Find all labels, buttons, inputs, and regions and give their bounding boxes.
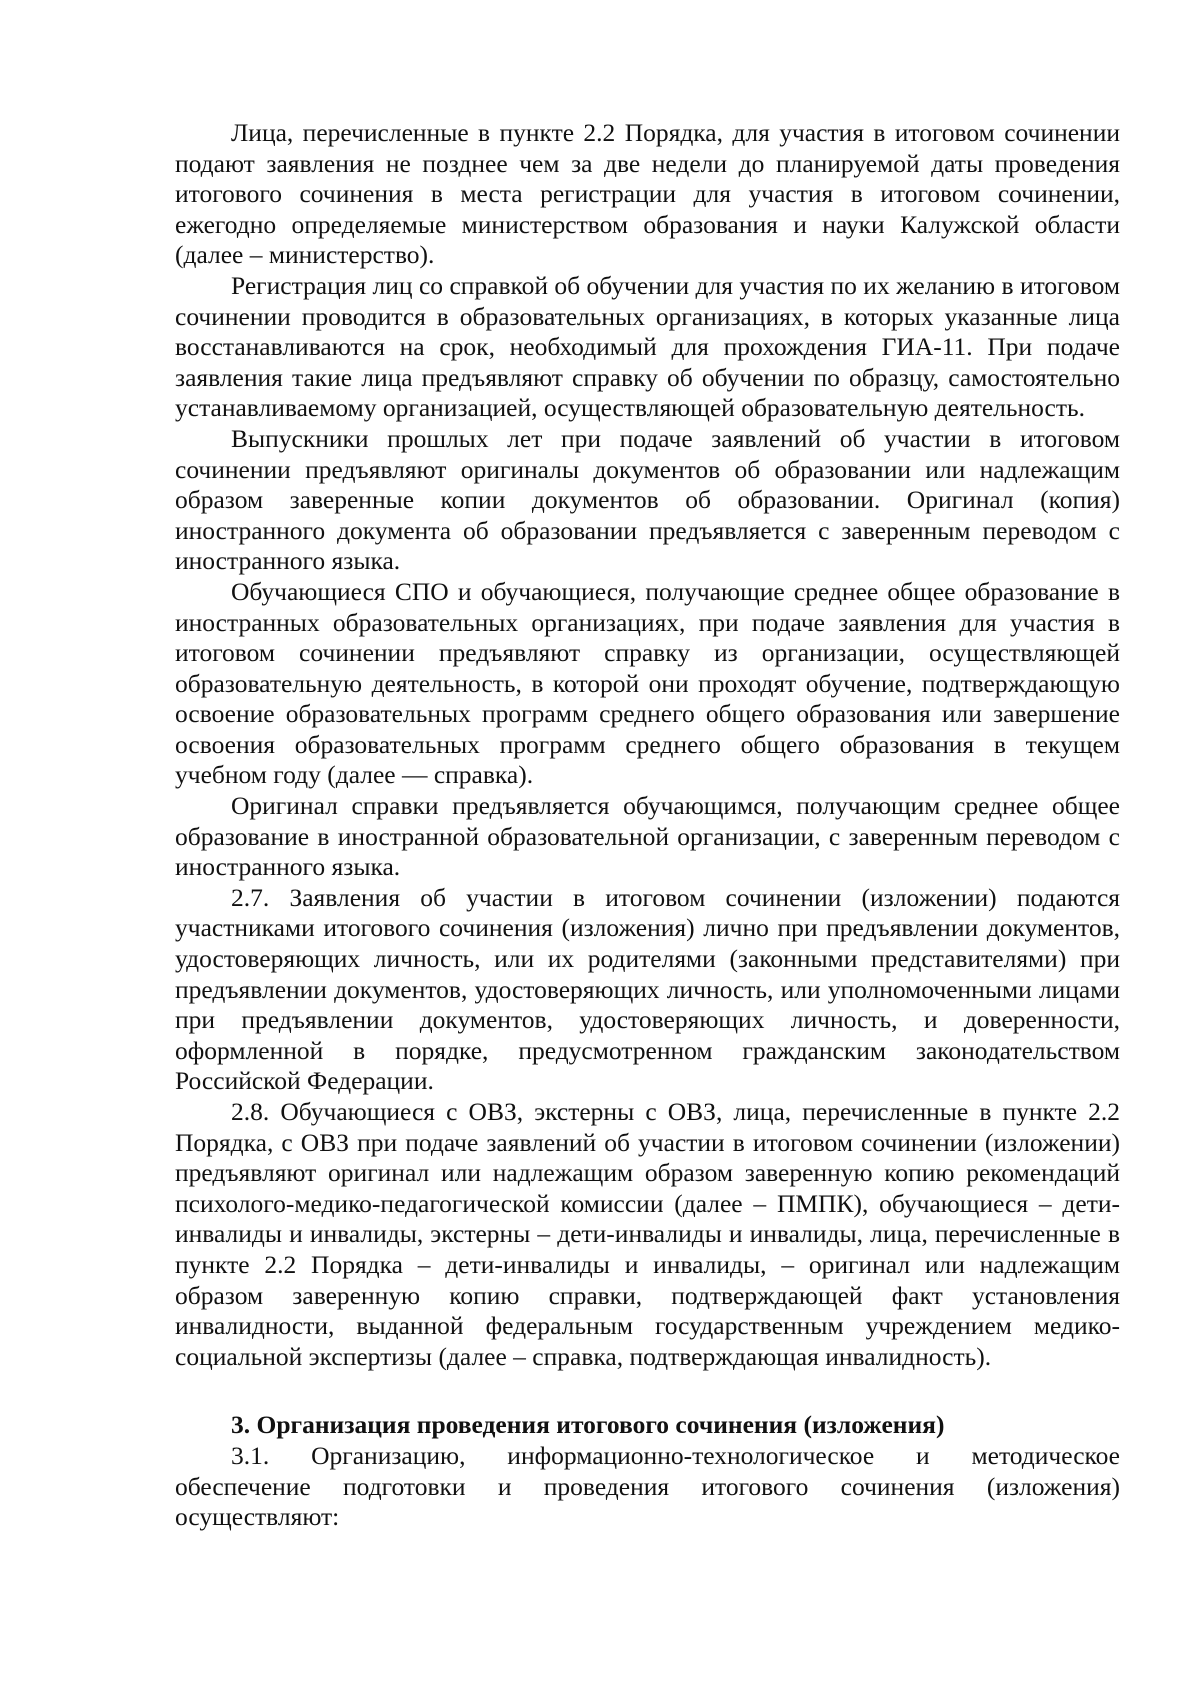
paragraph-original-certificate: Оригинал справки предъявляется обучающимся, получающим среднее общее образование в иностранной образовательной организации, с заверенным переводом с иностранного языка. [175,791,1120,882]
document-page [175,118,1120,1533]
paragraph-2-8: 2.8. Обучающиеся с ОВЗ, экстерны с ОВЗ, лица, перечисленные в пункте 2.2 Порядка, с ОВЗ при подаче заявлений об участии в итоговом сочинении (изложении) предъявляют оригинал или надлежащим образом заверенную копию рекомендаций психолого-медико-педагогической комиссии (далее – ПМПК), обучающиеся – дети-инвалиды и инвалиды, экстерны – дети-инвалиды и инвалиды, лица, перечисленные в пункте 2.2 Порядка – дети-инвалиды и инвалиды, – оригинал или надлежащим образом заверенную копию справки, подтверждающей факт установления инвалидности, выданной федеральным государственным учреждением медико-социальной экспертизы (далее – справка, подтверждающая инвалидность). [175,1097,1120,1371]
paragraph-registration-persons: Лица, перечисленные в пункте 2.2 Порядка, для участия в итоговом сочинении подают заявления не позднее чем за две недели до планируемой даты проведения итогового сочинения в места регистрации для участия в итоговом сочинении, ежегодно определяемые министерством образования и науки Калужской области (далее – министерство). [175,118,1120,270]
section-heading: 3. Организация проведения итогового сочинения (изложения) [231,1410,945,1440]
paragraph-graduates-previous-years: Выпускники прошлых лет при подаче заявлений об участии в итоговом сочинении предъявляют оригиналы документов об образовании или надлежащим образом заверенные копии документов об образовании. Оригинал (копия) иностранного документа об образовании предъявляется с заверенным переводом с иностранного языка. [175,423,1120,576]
paragraph-3-1: 3.1. Организацию, информационно-технологическое и методическое обеспечение подготовки и проведения итогового сочинения (изложения) осуществляют: [175,1440,1120,1532]
paragraph-spo-students: Обучающиеся СПО и обучающиеся, получающие среднее общее образование в иностранных образовательных организациях, при подаче заявления для участия в итоговом сочинении предъявляют справку из организации, осуществляющей образовательную деятельность, в которой они проходят обучение, подтверждающую освоение образовательных программ среднего общего образования или завершение освоения образовательных программ среднего общего образования в текущем учебном году (далее — справка). [175,576,1120,790]
paragraph-registration-certificate: Регистрация лиц со справкой об обучении для участия по их желанию в итоговом сочинении проводится в образовательных организациях, в которых указанные лица восстанавливаются на срок, необходимый для прохождения ГИА-11. При подаче заявления такие лица предъявляют справку об обучении по образцу, самостоятельно устанавливаемому организацией, осуществляющей образовательную деятельность. [175,270,1120,423]
paragraph-2-7: 2.7. Заявления об участии в итоговом сочинении (изложении) подаются участниками итогового сочинения (изложения) лично при предъявлении документов, удостоверяющих личность, или их родителями (законными представителями) при предъявлении документов, удостоверяющих личность, или уполномоченными лицами при предъявлении документов, удостоверяющих личность, и доверенности, оформленной в порядке, предусмотренном гражданским законодательством Российской Федерации. [175,882,1120,1096]
